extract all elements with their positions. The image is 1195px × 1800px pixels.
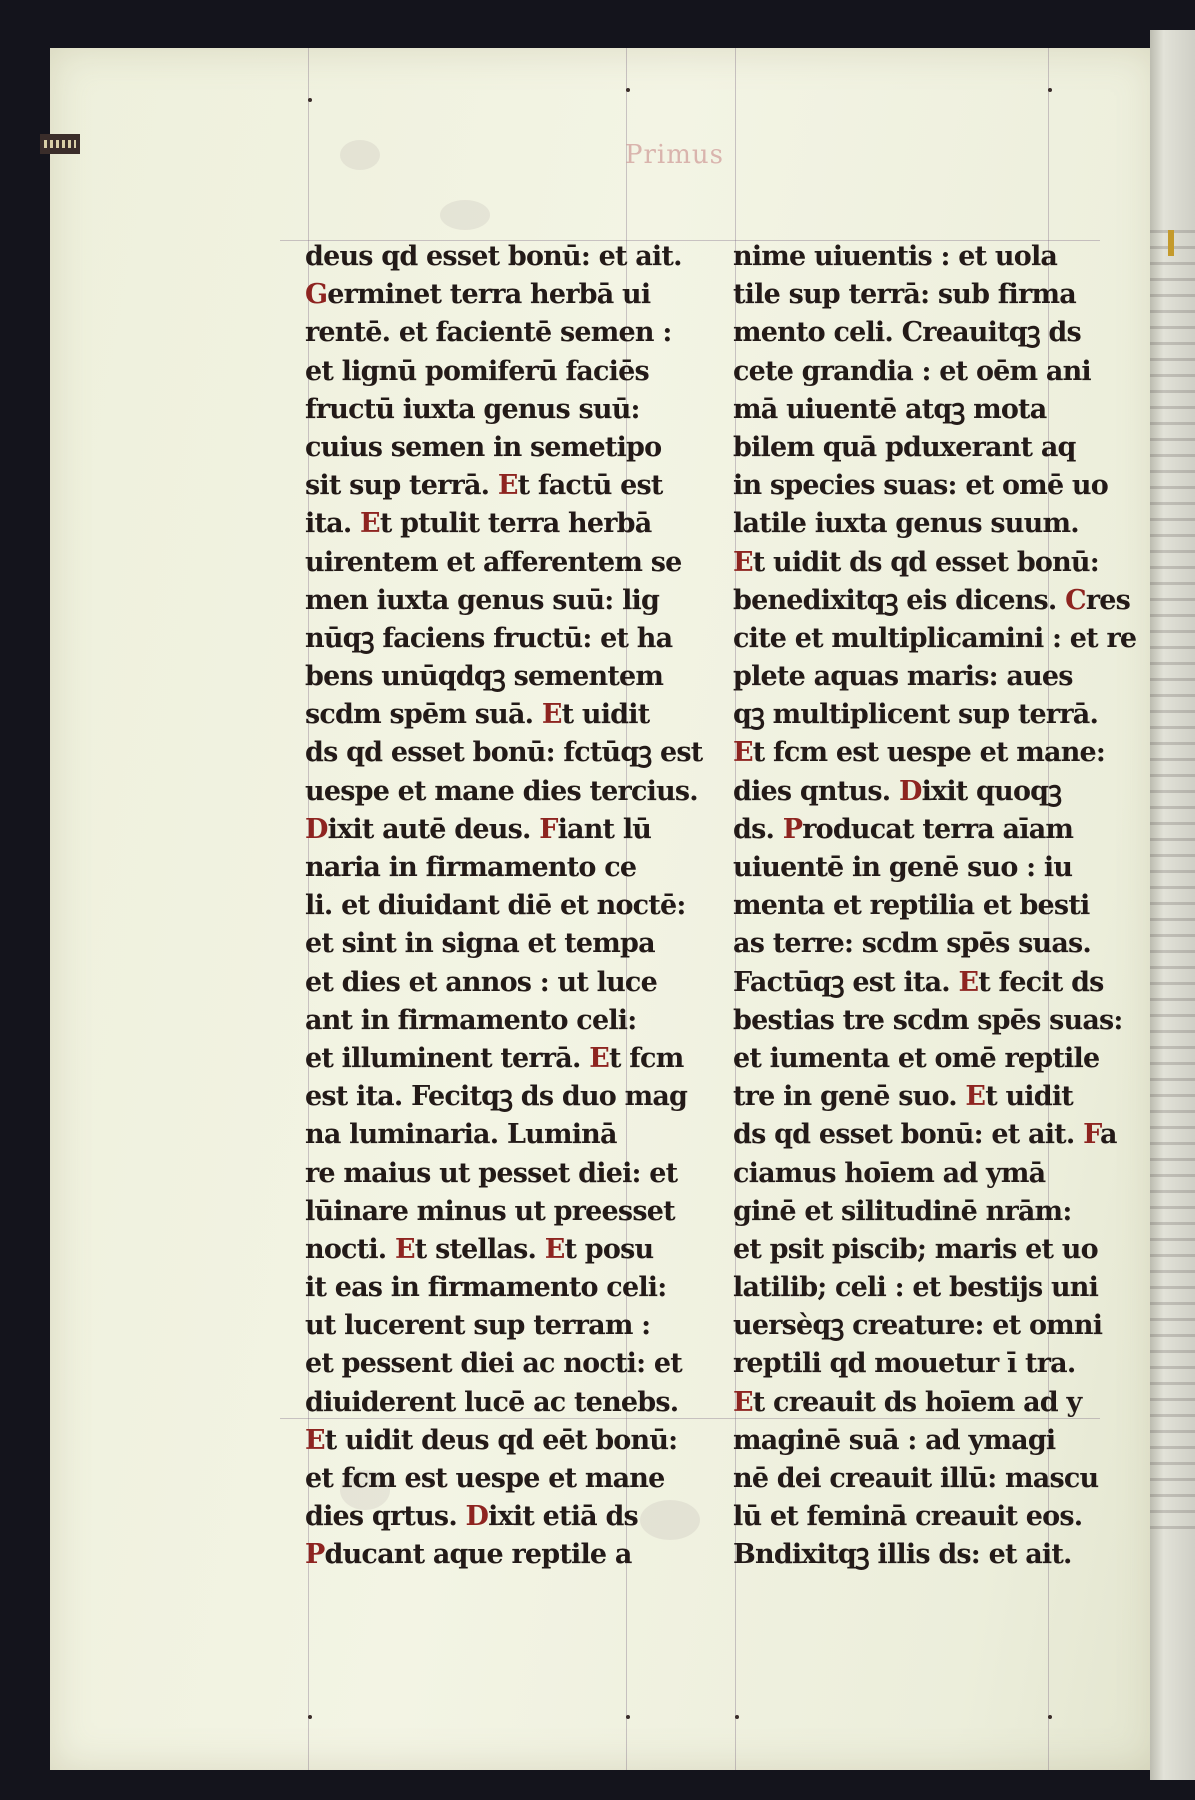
text-line: latilib; celi : et bestijs uni (733, 1272, 1099, 1304)
text-line: dies qntus. Dixit quoqꝫ (733, 775, 1062, 807)
text-line: bilem quā pduxerant aq (733, 431, 1076, 463)
text-line: ant in firmamento celi: (305, 1004, 637, 1036)
text-line: as terre: scdm spēs suas. (733, 928, 1092, 960)
show-through-mark (440, 200, 490, 230)
text-line: ds qd esset bonū: et ait. Fa (733, 1119, 1117, 1151)
text-line: mento celi. Creauitqꝫ ds (733, 317, 1081, 349)
text-line: nē dei creauit illū: mascu (733, 1463, 1099, 1494)
text-line: et dies et annos : ut luce (305, 966, 657, 998)
text-line: et iumenta et omē reptile (733, 1042, 1100, 1074)
text-line: bestias tre scdm spēs suas: (733, 1004, 1123, 1036)
text-line: diuiderent lucē ac tenebs. (305, 1386, 679, 1418)
text-line: rentē. et facientē semen : (305, 317, 672, 349)
text-line: ut lucerent sup terram : (305, 1310, 651, 1342)
text-line: nocti. Et stellas. Et posu (305, 1233, 654, 1265)
show-through-mark (340, 140, 380, 170)
text-line: plete aquas maris: aues (733, 661, 1073, 693)
text-line: na luminaria. Luminā (305, 1119, 617, 1151)
text-line: Germinet terra herbā ui (305, 279, 651, 311)
text-line: ginē et silitudinē nrām: (733, 1195, 1072, 1227)
text-line: nūqꝫ faciens fructū: et ha (305, 622, 673, 654)
text-line: et pessent diei ac nocti: et (305, 1348, 682, 1380)
text-line: et psit piscib; maris et uo (733, 1233, 1098, 1265)
text-line: Et uidit ds qd esset bonū: (733, 546, 1099, 578)
text-line: et lignū pomiferū faciēs (305, 355, 649, 387)
text-line: dies qrtus. Dixit etiā ds (305, 1501, 638, 1533)
text-line: Et uidit deus qd eēt bonū: (305, 1424, 678, 1456)
text-line: men iuxta genus suū: lig (305, 584, 660, 616)
pricking-mark (1048, 1715, 1052, 1719)
text-line: reptili qd mouetur ī tra. (733, 1348, 1076, 1380)
text-line: latile iuxta genus suum. (733, 508, 1079, 540)
text-line: re maius ut pesset diei: et (305, 1157, 678, 1189)
text-line: tile sup terrā: sub firma (733, 279, 1076, 311)
text-line: in species suas: et omē uo (733, 470, 1108, 502)
text-line: li. et diuidant diē et noctē: (305, 890, 686, 922)
text-column-left (305, 238, 702, 1575)
text-line: lūinare minus ut preesset (305, 1195, 675, 1227)
text-line: mā uiuentē atqꝫ mota (733, 393, 1047, 425)
facing-leaf-rubric (1168, 230, 1174, 256)
text-line: fructū iuxta genus suū: (305, 393, 640, 425)
facing-leaf-text (1150, 230, 1195, 1530)
pricking-mark (735, 1715, 739, 1719)
pricking-mark (308, 1715, 312, 1719)
page-tab-marker (40, 134, 80, 154)
text-line: sit sup terrā. Et factū est (305, 470, 663, 502)
text-line: naria in firmamento ce (305, 852, 637, 883)
text-line: lū et feminā creauit eos. (733, 1501, 1083, 1533)
facing-leaf-edge (1150, 30, 1195, 1780)
text-line: ds. Producat terra aīam (733, 813, 1074, 845)
text-line: scdm spēm suā. Et uidit (305, 699, 650, 731)
text-line: qꝫ multiplicent sup terrā. (733, 699, 1099, 731)
text-line: cite et multiplicamini : et re (733, 622, 1137, 654)
pricking-mark (308, 98, 312, 102)
pricking-mark (1048, 88, 1052, 92)
text-line: nime uiuentis : et uola (733, 241, 1058, 272)
pricking-mark (626, 1715, 630, 1719)
text-line: est ita. Fecitqꝫ ds duo mag (305, 1081, 688, 1113)
text-line: ita. Et ptulit terra herbā (305, 508, 652, 540)
pricking-mark (626, 88, 630, 92)
text-line: benedixitqꝫ eis dicens. Cres (733, 584, 1131, 616)
text-line: et fcm est uespe et mane (305, 1463, 665, 1494)
text-line: Et fcm est uespe et mane: (733, 737, 1106, 769)
text-line: Bndixitqꝫ illis ds: et ait. (733, 1539, 1072, 1571)
text-line: Factūqꝫ est ita. Et fecit ds (733, 966, 1104, 998)
text-line: uirentem et afferentem se (305, 546, 682, 578)
text-line: it eas in firmamento celi: (305, 1272, 667, 1304)
text-line: Pducant aque reptile a (305, 1539, 632, 1571)
text-line: bens unūqdqꝫ sementem (305, 661, 664, 693)
text-line: uersèqꝫ creature: et omni (733, 1310, 1103, 1342)
text-line: et sint in signa et tempa (305, 928, 655, 960)
text-line: tre in genē suo. Et uidit (733, 1081, 1073, 1113)
text-line: uiuentē in genē suo : iu (733, 852, 1073, 883)
text-line: et illuminent terrā. Et fcm (305, 1042, 684, 1074)
text-line: ciamus hoīem ad ymā (733, 1157, 1046, 1189)
text-line: menta et reptilia et besti (733, 890, 1090, 922)
text-column-right (733, 238, 1136, 1575)
text-line: cete grandia : et oēm ani (733, 355, 1091, 387)
text-line: Dixit autē deus. Fiant lū (305, 813, 652, 845)
running-head: Primus (625, 140, 724, 170)
text-line: uespe et mane dies tercius. (305, 775, 698, 807)
text-line: deus qd esset bonū: et ait. (305, 241, 682, 272)
text-line: Et creauit ds hoīem ad y (733, 1386, 1082, 1418)
text-line: ds qd esset bonū: fctūqꝫ est (305, 737, 703, 769)
text-line: cuius semen in semetipo (305, 431, 662, 463)
text-line: maginē suā : ad ymagi (733, 1424, 1056, 1456)
